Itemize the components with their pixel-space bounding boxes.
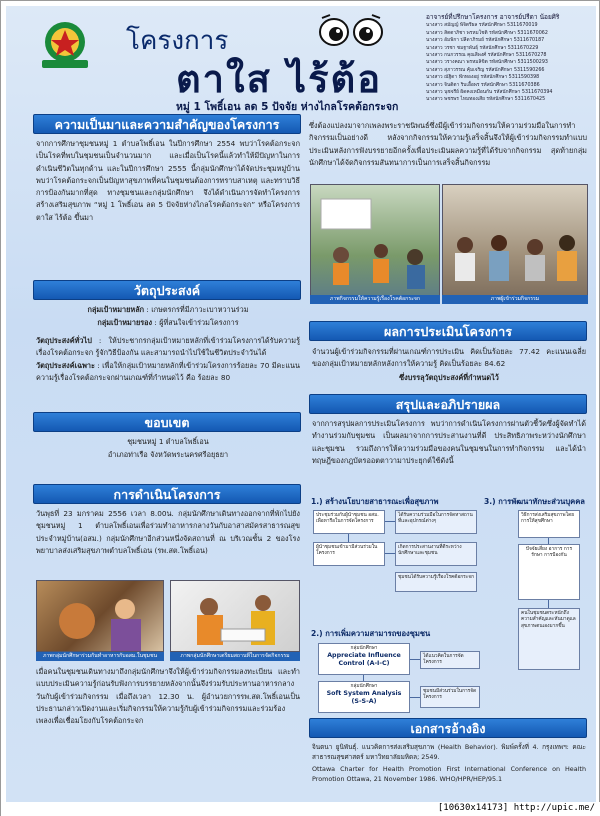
diagram-2-box-aic-label: กลุ่มนักศึกษา — [350, 646, 378, 651]
diagram-2-box-ssa-text: Soft System Analysis (S-S-A) — [326, 690, 402, 705]
specific-label: วัตถุประสงค์เฉพาะ — [36, 361, 95, 370]
staff-member: นางสาว วรชา ชมฐาพันธุ์ รหัสนักศึกษา 5311670229 — [426, 45, 539, 51]
staff-member: นางสาว สุภาวรรณ คุ้มเจริญ รหัสนักศึกษา 5311590266 — [426, 67, 545, 73]
photo-lecture-figure — [311, 185, 440, 304]
photo-preparation-figure — [171, 581, 300, 652]
specific-value: : เพื่อให้กลุ่มเป้าหมายหลักที่เข้าร่วมโครงการร้อยละ 70 มีคะแนนความรู้เรื่องโรคต้อกระจกผ่านเกณฑ์ที่กำหนดไว้ คือ ร้อยละ 80 — [36, 361, 300, 383]
diagram-2-arrow — [410, 697, 420, 698]
secondary-target-value: : ผู้ที่สนใจเข้าร่วมโครงการ — [152, 318, 239, 327]
diagram-1-box-leaders: ผู้นำชุมชนเข้ามามีส่วนร่วมในโครงการ — [313, 542, 385, 566]
photo-cooking-figure — [37, 581, 164, 652]
background-heading: ความเป็นมาและความสำคัญของโครงการ — [33, 114, 301, 134]
objective-secondary-target — [36, 317, 300, 329]
diagram-3-box-method: วิธีการส่งเสริมสุขภาพโดยการให้สุขศึกษา — [518, 510, 580, 538]
staff-member: นางสาว จินติตา ริบเอื้อพร รหัสนักศึกษา 5311670386 — [426, 82, 540, 88]
diagram-1-box-cooperation: ได้รับความร่วมมือในการจัดหาสถานที่และอุปกรณ์ต่างๆ — [395, 510, 477, 534]
staff-member: นางสาว กนกวรรณ คุณลีพงศ์ รหัสนักศึกษา 5311670278 — [426, 53, 547, 59]
diagram-1-box-meeting: ประชุมร่วมกับผู้นำชุมชน อสม. เพื่อหารือในการจัดโครงการ — [313, 510, 385, 534]
objective-main-target — [36, 304, 300, 316]
diagram-1-box-coordination: เกิดการประสานงานที่ดีระหว่างนักศึกษาและชุมชน — [395, 542, 477, 566]
objectives-heading: วัตถุประสงค์ — [33, 280, 301, 300]
references-heading: เอกสารอ้างอิง — [309, 718, 587, 738]
photo-participants-figure — [443, 185, 588, 304]
implementation-body-2: เมื่อคนในชุมชนเดินทางมาถึงกลุ่มนักศึกษาจึงให้ผู้เข้าร่วมกิจกรรมลงทะเบียน และทำแบบประเมินความรู้ก่อนรับฟังการบรรยายหลังจากนั้นจึงร่วมรับประทานอาหารกลางวันกับผู้เข้าร่วมกิจกรรม เมื่อถึงเวลา 12.30 น. ผู้อำนวยการรพ.สต.โพธิ์เอนเป็นประธานกล่าวเปิดงานและเริ่มกิจกรรมให้ความรู้กับผู้เข้าร่วมกิจกรรมและร่วมร้องเพลงเพื่อเชื่อมโยงกับโรคต้อกระจก — [36, 667, 300, 726]
reference-1: จินตนา ยูนิพันธุ์. แนวคิดการส่งเสริมสุขภาพ (Health Behavior). พิมพ์ครั้งที่ 4. กรุงเทพฯ: คณะสาธารณสุขศาสตร์ มหาวิทยาลัยมหิดล; 2549. — [312, 743, 586, 762]
photo-lecture — [310, 184, 440, 304]
staff-member: นางสาว สิตตาภิชา พรหมโชติ รหัสนักศึกษา 5311670062 — [426, 30, 548, 36]
diagram-2-arrow — [410, 659, 420, 660]
photo-cooking — [36, 580, 164, 652]
main-target-value: : เกษตรกรที่มีภาวะเบาหวานร่วม — [144, 305, 249, 314]
diagram-2-box-idea: ได้แนวคิดในการจัดโครงการ — [420, 651, 480, 669]
diagram-2-box-participation: ชุมชนมีส่วนร่วมในการจัดโครงการ — [420, 686, 480, 708]
diagram-1-box-knowledge: ชุมชนได้รับความรู้เรื่องโรคต้อกระจก — [395, 572, 477, 592]
diagram-2-heading: 2.) การเพิ่มความสามารถของชุมชน — [311, 629, 431, 638]
evaluation-heading: ผลการประเมินโครงการ — [309, 321, 587, 341]
diagram-2-box-aic — [318, 643, 410, 675]
staff-member: นางสาว สมัญญ์ พิจิตรีผล รหัสนักศึกษา 5311670019 — [426, 23, 538, 29]
diagram-3-heading: 3.) การพัฒนาทักษะส่วนบุคคล — [484, 497, 585, 506]
staff-member: นางสาว ณัฐิดา ฟักทองอยู่ รหัสนักศึกษา 5311590398 — [426, 75, 540, 81]
diagram-1-heading: 1.) สร้างนโยบายสาธารณะเพื่อสุขภาพ — [311, 497, 439, 506]
objective-general — [36, 335, 300, 360]
footer-text: [10630x14173] http://upic.me/ — [437, 803, 595, 813]
caption-lecture: ภาพกิจกรรมให้ความรู้เรื่องโรคต้อกระจก — [310, 295, 440, 304]
university-logo — [36, 18, 94, 70]
implementation-heading: การดำเนินโครงการ — [33, 484, 301, 504]
secondary-target-label: กลุ่มเป้าหมายรอง — [97, 318, 153, 327]
subtitle: หมู่ 1 โพธิ์เอน ลด 5 ปัจจัย ห่างไกลโรคต้อกระจก — [176, 101, 399, 113]
photo-participants — [442, 184, 588, 304]
diagram-1-arrow — [385, 553, 395, 554]
objective-specific — [36, 360, 300, 385]
scope-line-1: ชุมชนหมู่ 1 ตำบลโพธิ์เอน — [127, 437, 209, 446]
staff-member: นางสาว วรางคณา พรหมลิขิต รหัสนักศึกษา 5311500293 — [426, 60, 548, 66]
staff-list — [426, 14, 590, 104]
evaluation-conclusion: ซึ่งบรรลุวัตถุประสงค์ที่กำหนดไว้ — [399, 373, 499, 382]
caption-participants: ภาพผู้เข้าร่วมกิจกรรม — [442, 295, 588, 304]
main-target-label: กลุ่มเป้าหมายหลัก — [87, 305, 145, 314]
staff-member: นางสาว พชรพร ไหมทองเสีย รหัสนักศึกษา 5311670425 — [426, 97, 546, 103]
footer — [1, 802, 600, 816]
summary-body: จากการสรุปผลการประเมินโครงการ พบว่าการดำเนินโครงการผ่านตัวชี้วัดซึ่งผู้จัดทำได้ทำงานร่วมกับชุมชน เป็นผลมาจากการประสานงานที่ดี ประสิทธิภาพระหว่างนักศึกษาและชุมชน รวมถึงการให้ความร่วมมือของคนในชุมชนในการทำกิจกรรม และได้นำทฤษฎีของกฎบัตรออตตาวามาประยุกต์ใช้ดังนี้ — [312, 419, 586, 465]
diagram-2-box-ssa-label: กลุ่มนักศึกษา — [350, 684, 378, 689]
scope-heading: ขอบเขต — [33, 412, 301, 432]
general-label: วัตถุประสงค์ทั่วไป — [36, 336, 92, 345]
staff-member: นางสาว อัมพิกา ปลีดาภิรมย์ รหัสนักศึกษา 5311670187 — [426, 38, 545, 44]
poster — [6, 6, 596, 802]
activities-body: ซึ่งต้องแปลงมาจากเพลงพระราชนิพนธ์ซึ่งมีผู้เข้าร่วมกิจกรรมให้ความร่วมมือในการทำกิจกรรมเป็นอย่างดี หลังจากกิจกรรมให้ความรู้เสร็จสิ้นจึงให้ผู้เข้าร่วมกิจกรรมทำแบบประเมินหลังการฟังบรรยายอีกครั้งเพื่อประเมินผลความรู้ที่ได้รับจากกิจกรรม สุดท้ายกลุ่มนักศึกษาได้จัดกิจกรรมสันทนาการเป็นการเสร็จสิ้นกิจกรรม — [309, 121, 587, 167]
staff-member: นางสาว นุชจรีย์ ผิดคงเหมือนกัน รหัสนักศึกษา 5311670394 — [426, 90, 553, 96]
photo-preparation — [170, 580, 300, 652]
reference-2: Ottawa Charter for Health Promotion First International Conference on Health Promotion Ottawa, 21 November 1986. WHO/HPR/HEP/95.1 — [312, 765, 586, 784]
title-small: โครงการ — [126, 26, 229, 56]
caption-cooking: ภาพกลุ่มนักศึกษาร่วมกันทำอาหารกับอสม.ในชุมชน — [36, 652, 164, 661]
background-body: จากการศึกษาชุมชนหมู่ 1 ตำบลโพธิ์เอน ในปีการศึกษา 2554 พบว่าโรคต้อกระจกเป็นโรคที่พบในชุมชนเป็นจำนวนมาก และเมื่อเป็นโรคนี้แล้วทำให้มีปัญหาในการดำเนินชีวิตในทุกด้าน และในปีการศึกษา 2555 นี้กลุ่มนักศึกษาได้จัดประชุมหมู่บ้าน พบว่าโรคต้อกระจกเป็นปัญหาสุขภาพที่คนในชุมชนต้องการทราบสาเหตุ และทราบวิธีการป้องกันมากที่สุด ทางชุมชนและกลุ่มนักศึกษา จึงได้ดำเนินการจัดทำโครงการสร้างเสริมสุขภาพ “หมู่ 1 โพธิ์เอน ลด 5 ปัจจัยห่างไกลโรคต้อกระจก” หรือโครงการตาใส ไร้ต้อ ขึ้นมา — [36, 139, 300, 222]
summary-heading: สรุปและอภิปรายผล — [309, 394, 587, 414]
diagram-3-arrow — [548, 600, 549, 608]
evaluation-body: จำนวนผู้เข้าร่วมกิจกรรมที่ผ่านเกณฑ์การประเมิน คิดเป็นร้อยละ 77.42 คะแนนเฉลี่ยของกลุ่มเป้าหมายหลักหลังการให้ความรู้ คิดเป็นร้อยละ 84.62 — [312, 347, 586, 369]
caption-preparation: ภาพกลุ่มนักศึกษาเตรียมสถานที่ในการจัดกิจกรรม — [170, 652, 300, 661]
diagram-3-box-awareness: คนในชุมชนตระหนักถึงความสำคัญและหันมาดูแลสุขภาพตนเองมากขึ้น — [518, 608, 580, 670]
diagram-1-arrow — [348, 534, 349, 542]
diagram-2-box-aic-text: Appreciate Influence Control (A-I-C) — [327, 652, 401, 667]
eyes-icon — [316, 12, 386, 48]
diagram-3-box-content: ปัจจัยเสี่ยง อาการ การรักษา การป้องกัน — [518, 544, 580, 600]
diagram-2-box-ssa — [318, 681, 410, 713]
scope-line-2: อำเภอท่าเรือ จังหวัดพระนครศรีอยุธยา — [107, 450, 229, 459]
title-big: ตาใส ไร้ต้อ — [176, 56, 383, 101]
diagram-1-arrow — [385, 521, 395, 522]
general-value: : ให้ประชากรกลุ่มเป้าหมายหลักที่เข้าร่วมโครงการได้รับความรู้เรื่องโรคต้อกระจก รู้จักวิธีป้องกัน และสามารถนำไปใช้ในชีวิตประจำวันได้ — [36, 336, 300, 358]
staff-head: อาจารย์ที่ปรึกษาโครงการ อาจารย์ปรีดา น้อยศิริ — [426, 13, 560, 21]
implementation-body: วันพุธที่ 23 มกราคม 2556 เวลา 8.00น. กลุ่มนักศึกษาเดินทางออกจากที่พักไปยังชุมชนหมู่ 1 ตำบลโพธิ์เอนเพื่อร่วมทำอาหารกลางวันกับอาสาสมัครสาธารณสุขประจำหมู่บ้าน(อสม.) กลุ่มนักศึกษาอีกส่วนหนึ่งจัดสถานที่ ณ บริเวณชั้น 2 ของโรงพยาบาลส่งเสริมสุขภาพตำบลโพธิ์เอน (รพ.สต.โพธิ์เอน) — [36, 509, 300, 555]
